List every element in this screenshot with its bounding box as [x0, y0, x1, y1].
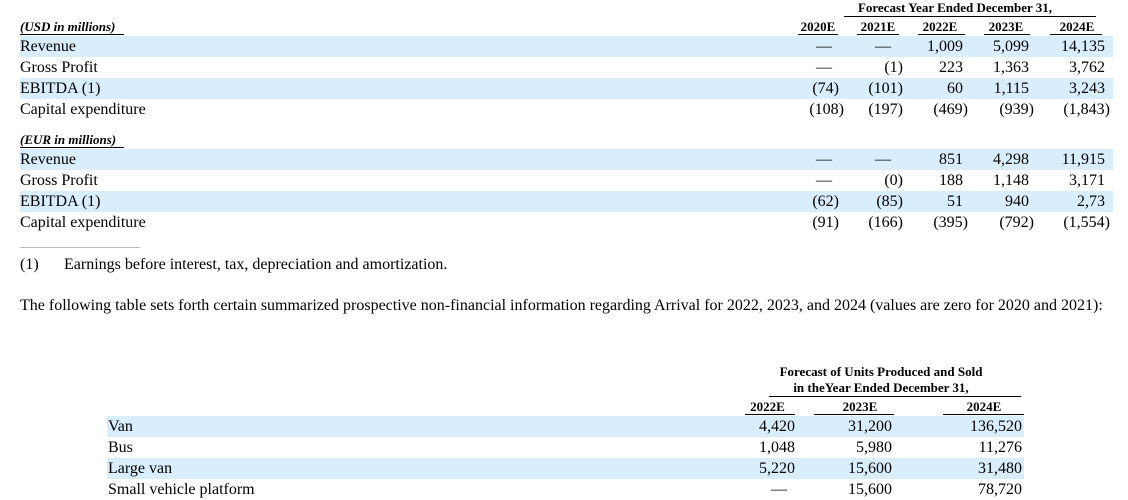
value-cell: 5,220 — [759, 460, 795, 477]
unit-label-eur: (EUR in millions) — [20, 132, 117, 147]
value-cell: 4,298 — [993, 151, 1029, 168]
value-cell: (85) — [876, 193, 903, 210]
value-cell: 3,762 — [1069, 59, 1105, 76]
value-cell: — — [816, 38, 832, 55]
value-cell: 15,600 — [848, 460, 892, 477]
value-cell: (1,554) — [1063, 214, 1110, 231]
row-label: Capital expenditure — [20, 101, 146, 118]
row-label: EBITDA (1) — [20, 193, 101, 210]
units-header-line2: in theYear Ended December 31, — [793, 380, 969, 395]
value-cell: 1,148 — [993, 172, 1029, 189]
column-header: 2023E — [988, 19, 1024, 34]
body-paragraph: The following table sets forth certain summarized prospective non-financial information regarding Arrival for 2022, 2023, and 2024 (values are zero for 2020 and 2021): — [20, 297, 1103, 314]
row-label: Gross Profit — [20, 172, 98, 189]
row-label: Gross Profit — [20, 59, 98, 76]
footnote-text: Earnings before interest, tax, depreciation and amortization. — [64, 256, 448, 273]
row-label: Revenue — [20, 38, 76, 55]
column-header: 2020E — [800, 19, 836, 34]
value-cell: 223 — [939, 59, 963, 76]
column-rule — [857, 34, 899, 35]
column-rule — [745, 414, 795, 415]
value-cell: (197) — [868, 101, 903, 118]
row-label: Van — [108, 418, 133, 435]
forecast-header-title: Forecast Year Ended December 31, — [857, 0, 1053, 15]
column-rule — [943, 414, 1024, 415]
column-header: 2021E — [860, 19, 896, 34]
value-cell: (0) — [884, 172, 903, 189]
value-cell: 1,048 — [759, 439, 795, 456]
value-cell: 14,135 — [1061, 38, 1105, 55]
value-cell: 4,420 — [759, 418, 795, 435]
unit-rule — [20, 147, 124, 148]
column-rule — [798, 34, 838, 35]
value-cell: 188 — [939, 172, 963, 189]
value-cell: (939) — [999, 101, 1034, 118]
footnote-marker: (1) — [20, 256, 39, 273]
value-cell: (166) — [868, 214, 903, 231]
column-header: 2022E — [922, 19, 958, 34]
row-label: Capital expenditure — [20, 214, 146, 231]
value-cell: — — [816, 151, 832, 168]
value-cell: (1,843) — [1063, 101, 1110, 118]
value-cell: 851 — [939, 151, 963, 168]
value-cell: (91) — [812, 214, 839, 231]
value-cell: 78,720 — [978, 481, 1022, 498]
value-cell: 1,115 — [993, 80, 1029, 97]
header-rule — [769, 396, 1021, 397]
value-cell: (395) — [933, 214, 968, 231]
value-cell: — — [875, 38, 891, 55]
value-cell: (469) — [933, 101, 968, 118]
value-cell: (101) — [868, 80, 903, 97]
header-rule — [844, 16, 1096, 17]
value-cell: — — [771, 481, 787, 498]
value-cell: (1) — [884, 59, 903, 76]
unit-rule — [20, 34, 124, 35]
value-cell: 136,520 — [970, 418, 1022, 435]
row-label: EBITDA (1) — [20, 80, 101, 97]
value-cell: 940 — [1005, 193, 1029, 210]
column-rule — [814, 414, 894, 415]
unit-label-usd: (USD in millions) — [20, 19, 116, 34]
value-cell: 1,363 — [993, 59, 1029, 76]
value-cell: 3,243 — [1069, 80, 1105, 97]
footnote-separator — [20, 247, 140, 248]
value-cell: 31,480 — [978, 460, 1022, 477]
units-header-line1: Forecast of Units Produced and Sold — [779, 364, 983, 379]
column-header: 2022E — [750, 399, 785, 414]
value-cell: (74) — [812, 80, 839, 97]
column-header: 2023E — [842, 399, 878, 414]
value-cell: 5,980 — [856, 439, 892, 456]
value-cell: — — [875, 151, 891, 168]
value-cell: 51 — [947, 193, 963, 210]
row-label: Revenue — [20, 151, 76, 168]
value-cell: 1,009 — [927, 38, 963, 55]
value-cell: 5,099 — [993, 38, 1029, 55]
value-cell: 11,276 — [978, 439, 1022, 456]
row-label: Small vehicle platform — [108, 481, 255, 498]
value-cell: — — [816, 59, 832, 76]
value-cell: (792) — [999, 214, 1034, 231]
column-rule — [1050, 34, 1102, 35]
value-cell: (62) — [812, 193, 839, 210]
column-rule — [984, 34, 1030, 35]
value-cell: — — [816, 172, 832, 189]
value-cell: 15,600 — [848, 481, 892, 498]
value-cell: 2,73 — [1077, 193, 1105, 210]
value-cell: 60 — [947, 80, 963, 97]
row-label: Bus — [108, 439, 133, 456]
row-label: Large van — [108, 460, 173, 477]
column-rule — [918, 34, 965, 35]
value-cell: 31,200 — [848, 418, 892, 435]
column-header: 2024E — [1059, 19, 1095, 34]
value-cell: 3,171 — [1069, 172, 1105, 189]
value-cell: (108) — [809, 101, 844, 118]
value-cell: 11,915 — [1061, 151, 1105, 168]
column-header: 2024E — [966, 399, 1002, 414]
